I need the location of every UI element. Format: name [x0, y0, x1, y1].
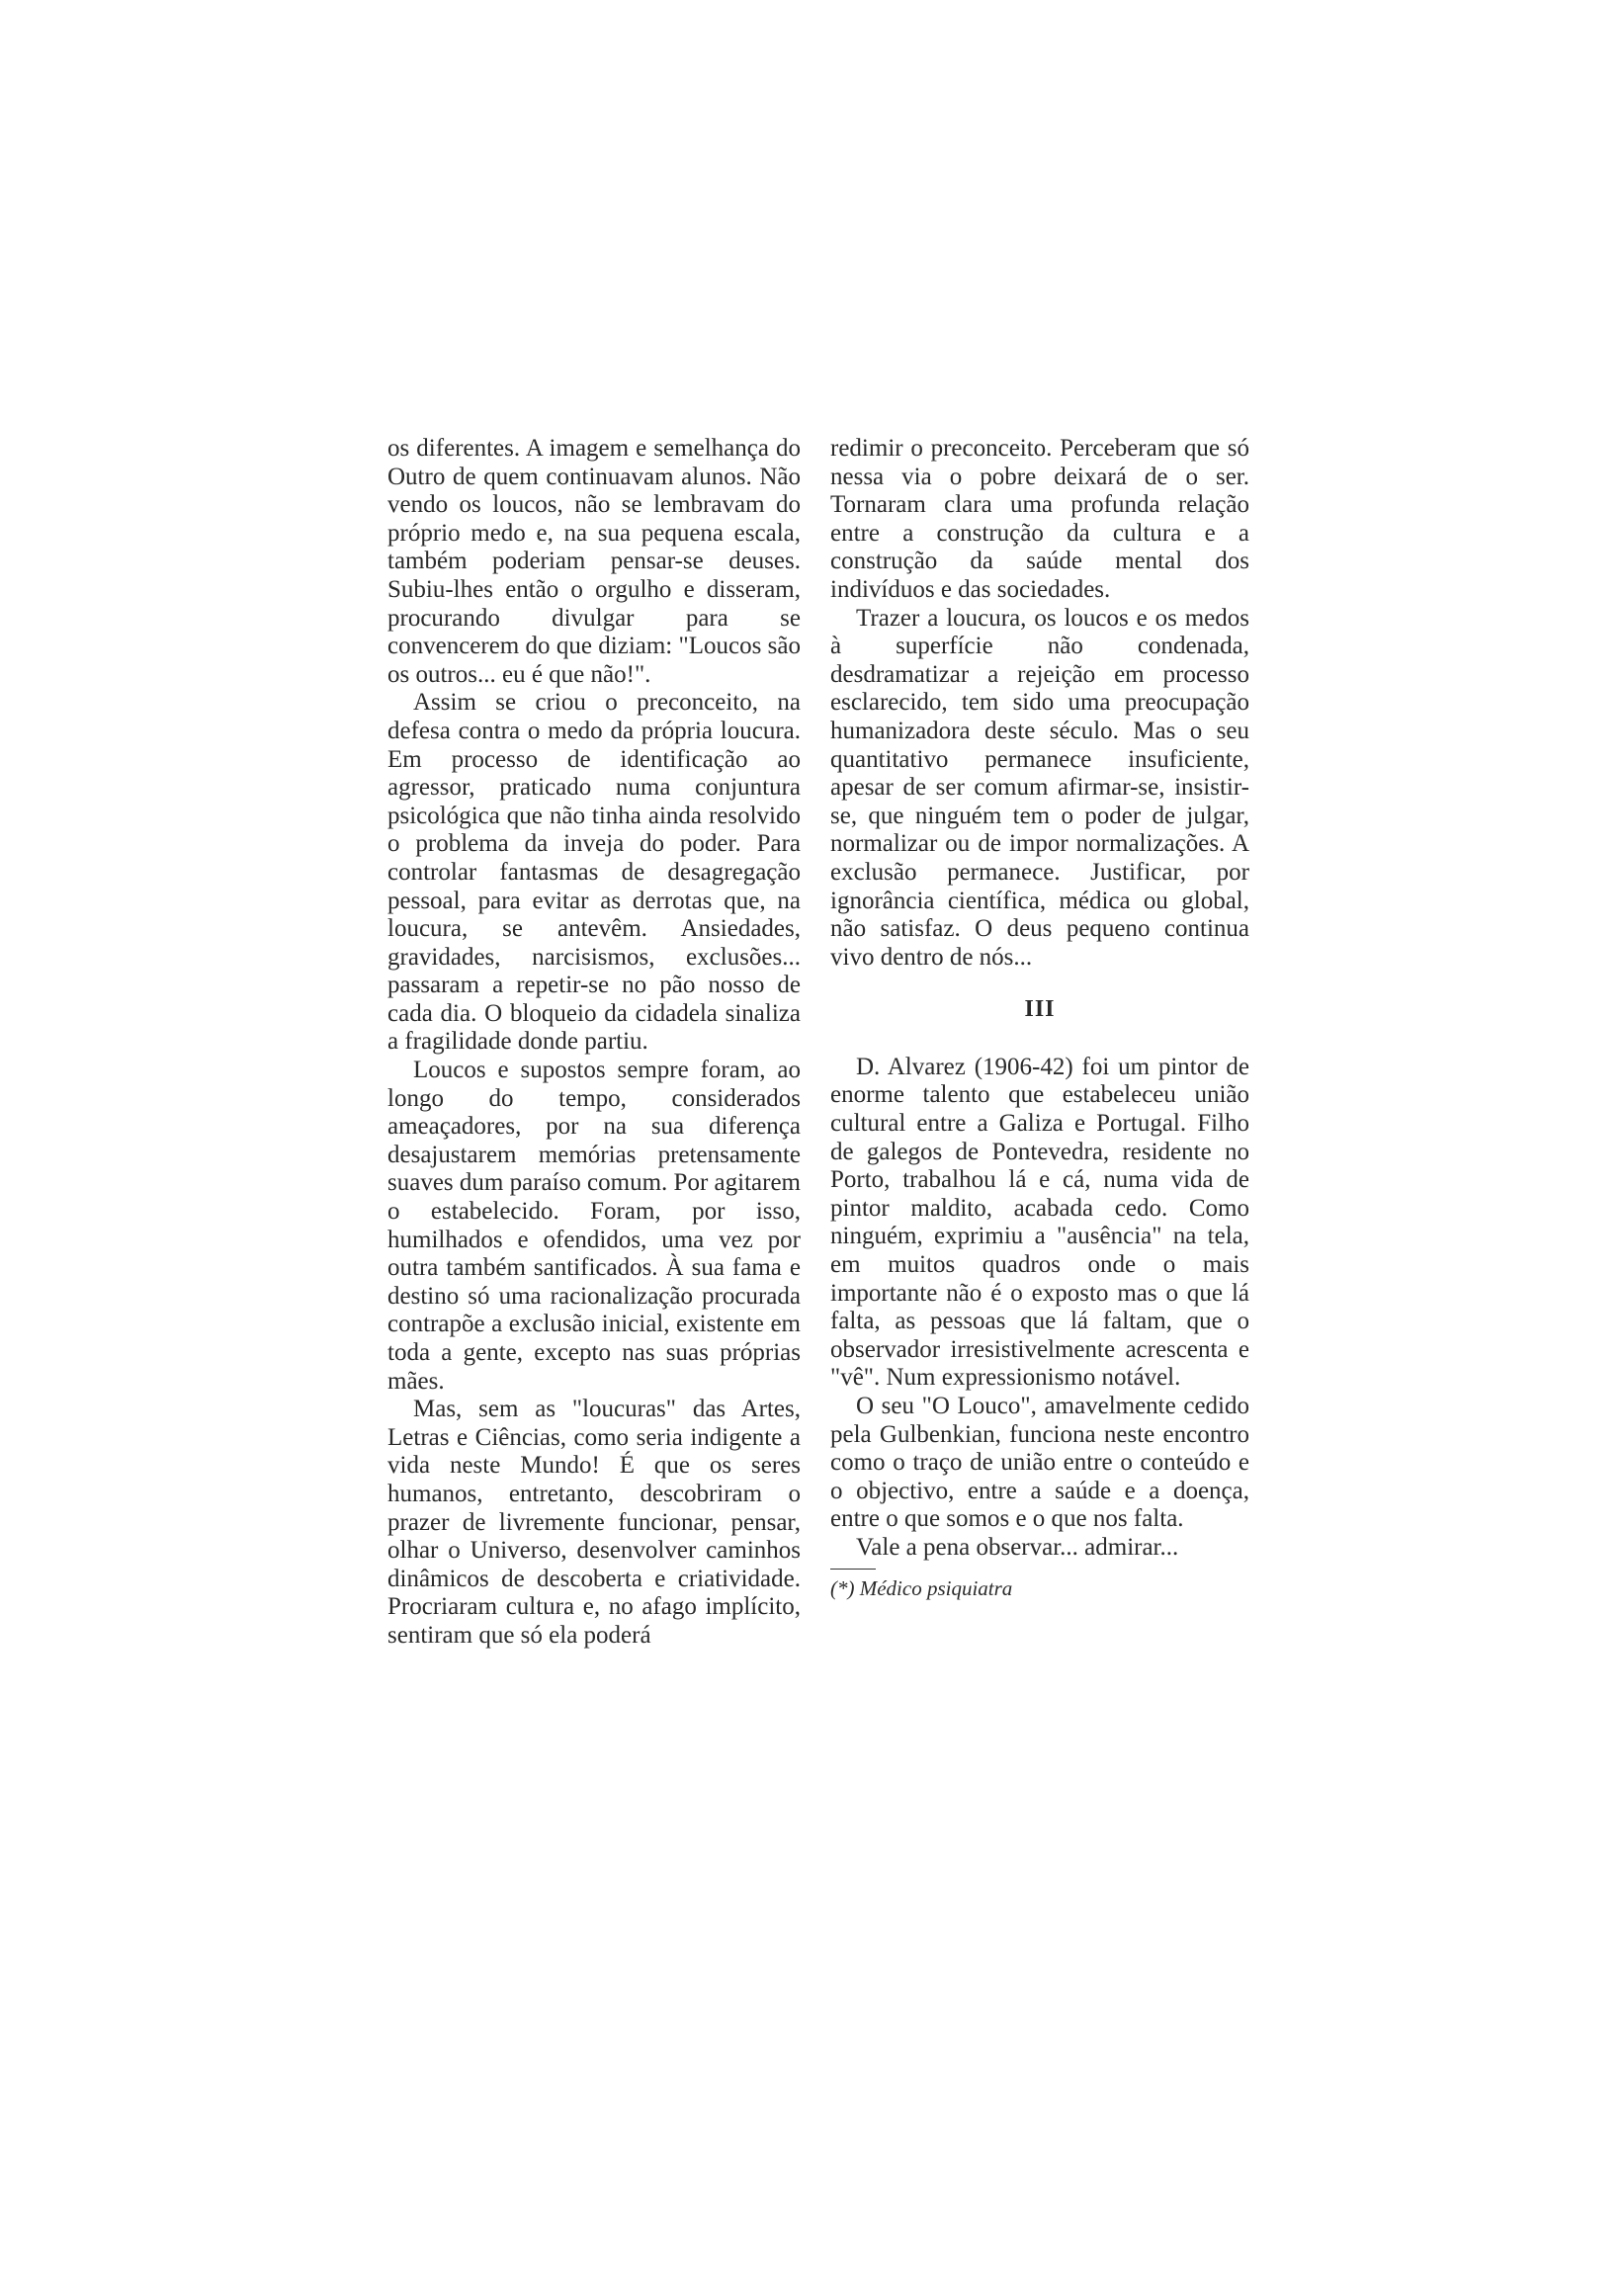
section-number: III	[1024, 996, 1056, 1023]
paragraph: Trazer a loucura, os loucos e os medos à superfície não condenada, desdramatizar a rejeição em processo esclarecido, tem sido uma preocupação humanizadora deste século. Mas o seu quantitativo permanece insuficiente, apesar de ser comum afirmar-se, insistir-se, que ninguém tem o poder de julgar, normalizar ou de impor normalizações. A exclusão permanece. Justificar, por ignorância científica, médica ou global, não satisfaz. O deus pequeno continua vivo dentro de nós...	[830, 604, 1249, 971]
paragraph: os diferentes. A imagem e semelhança do Outro de quem continuavam alunos. Não vendo os loucos, não se lembravam do próprio medo e, na sua pequena escala, também poderiam pensar-se deuses. Subiu-lhes então o orgulho e disseram, procurando divulgar para se convencerem do que diziam: "Loucos são os outros... eu é que não!".	[387, 435, 801, 688]
article-body	[387, 435, 1249, 1710]
paragraph: Assim se criou o preconceito, na defesa contra o medo da própria loucura. Em processo de identificação ao agressor, praticado numa conjuntura psicológica que não tinha ainda resolvido o problema da inveja do poder. Para controlar fantasmas de desagregação pessoal, para evitar as derrotas que, na loucura, se antevêm. Ansiedades, gravidades, narcisismos, exclusões... passaram a repetir-se no pão nosso de cada dia. O bloqueio da cidadela sinaliza a fragilidade donde partiu.	[387, 689, 801, 1056]
footnote-divider	[830, 1569, 876, 1570]
right-column	[830, 435, 1249, 1601]
paragraph: Vale a pena observar... admirar...	[856, 1533, 1179, 1561]
paragraph: D. Alvarez (1906-42) foi um pintor de enorme talento que estabeleceu união cultural entre a Galiza e Portugal. Filho de galegos de Pontevedra, residente no Porto, trabalhou lá e cá, numa vida de pintor maldito, acabada cedo. Como ninguém, exprimiu a "ausência" na tela, em muitos quadros onde o mais importante não é o exposto mas o que lá falta, as pessoas que lá faltam, que o observador irresistivelmente acrescenta e "vê". Num expressionismo notável.	[830, 1053, 1249, 1392]
paragraph: Mas, sem as "loucuras" das Artes, Letras e Ciências, como seria indigente a vida neste Mundo! É que os seres humanos, entretanto, descobriram o prazer de livremente funcionar, pensar, olhar o Universo, desenvolver caminhos dinâmicos de descoberta e criatividade. Procriaram cultura e, no afago implícito, sentiram que só ela poderá	[387, 1396, 801, 1649]
footnote: (*) Médico psiquiatra	[830, 1575, 1013, 1600]
left-column	[387, 435, 801, 1651]
paragraph: O seu "O Louco", amavelmente cedido pela Gulbenkian, funciona neste encontro como o traço de união entre o conteúdo e o objectivo, entre a saúde e a doença, entre o que somos e o que nos falta.	[830, 1393, 1249, 1533]
paragraph: Loucos e supostos sempre foram, ao longo do tempo, considerados ameaçadores, por na sua diferença desajustarem memórias pretensamente suaves dum paraíso comum. Por agitarem o estabelecido. Foram, por isso, humilhados e ofendidos, uma vez por outra também santificados. À sua fama e destino só uma racionalização procurada contrapõe a exclusão inicial, existente em toda a gente, excepto nas suas próprias mães.	[387, 1057, 801, 1395]
paragraph: redimir o preconceito. Perceberam que só nessa via o pobre deixará de o ser. Tornaram clara uma profunda relação entre a construção da cultura e a construção da saúde mental dos indivíduos e das sociedades.	[830, 435, 1249, 603]
